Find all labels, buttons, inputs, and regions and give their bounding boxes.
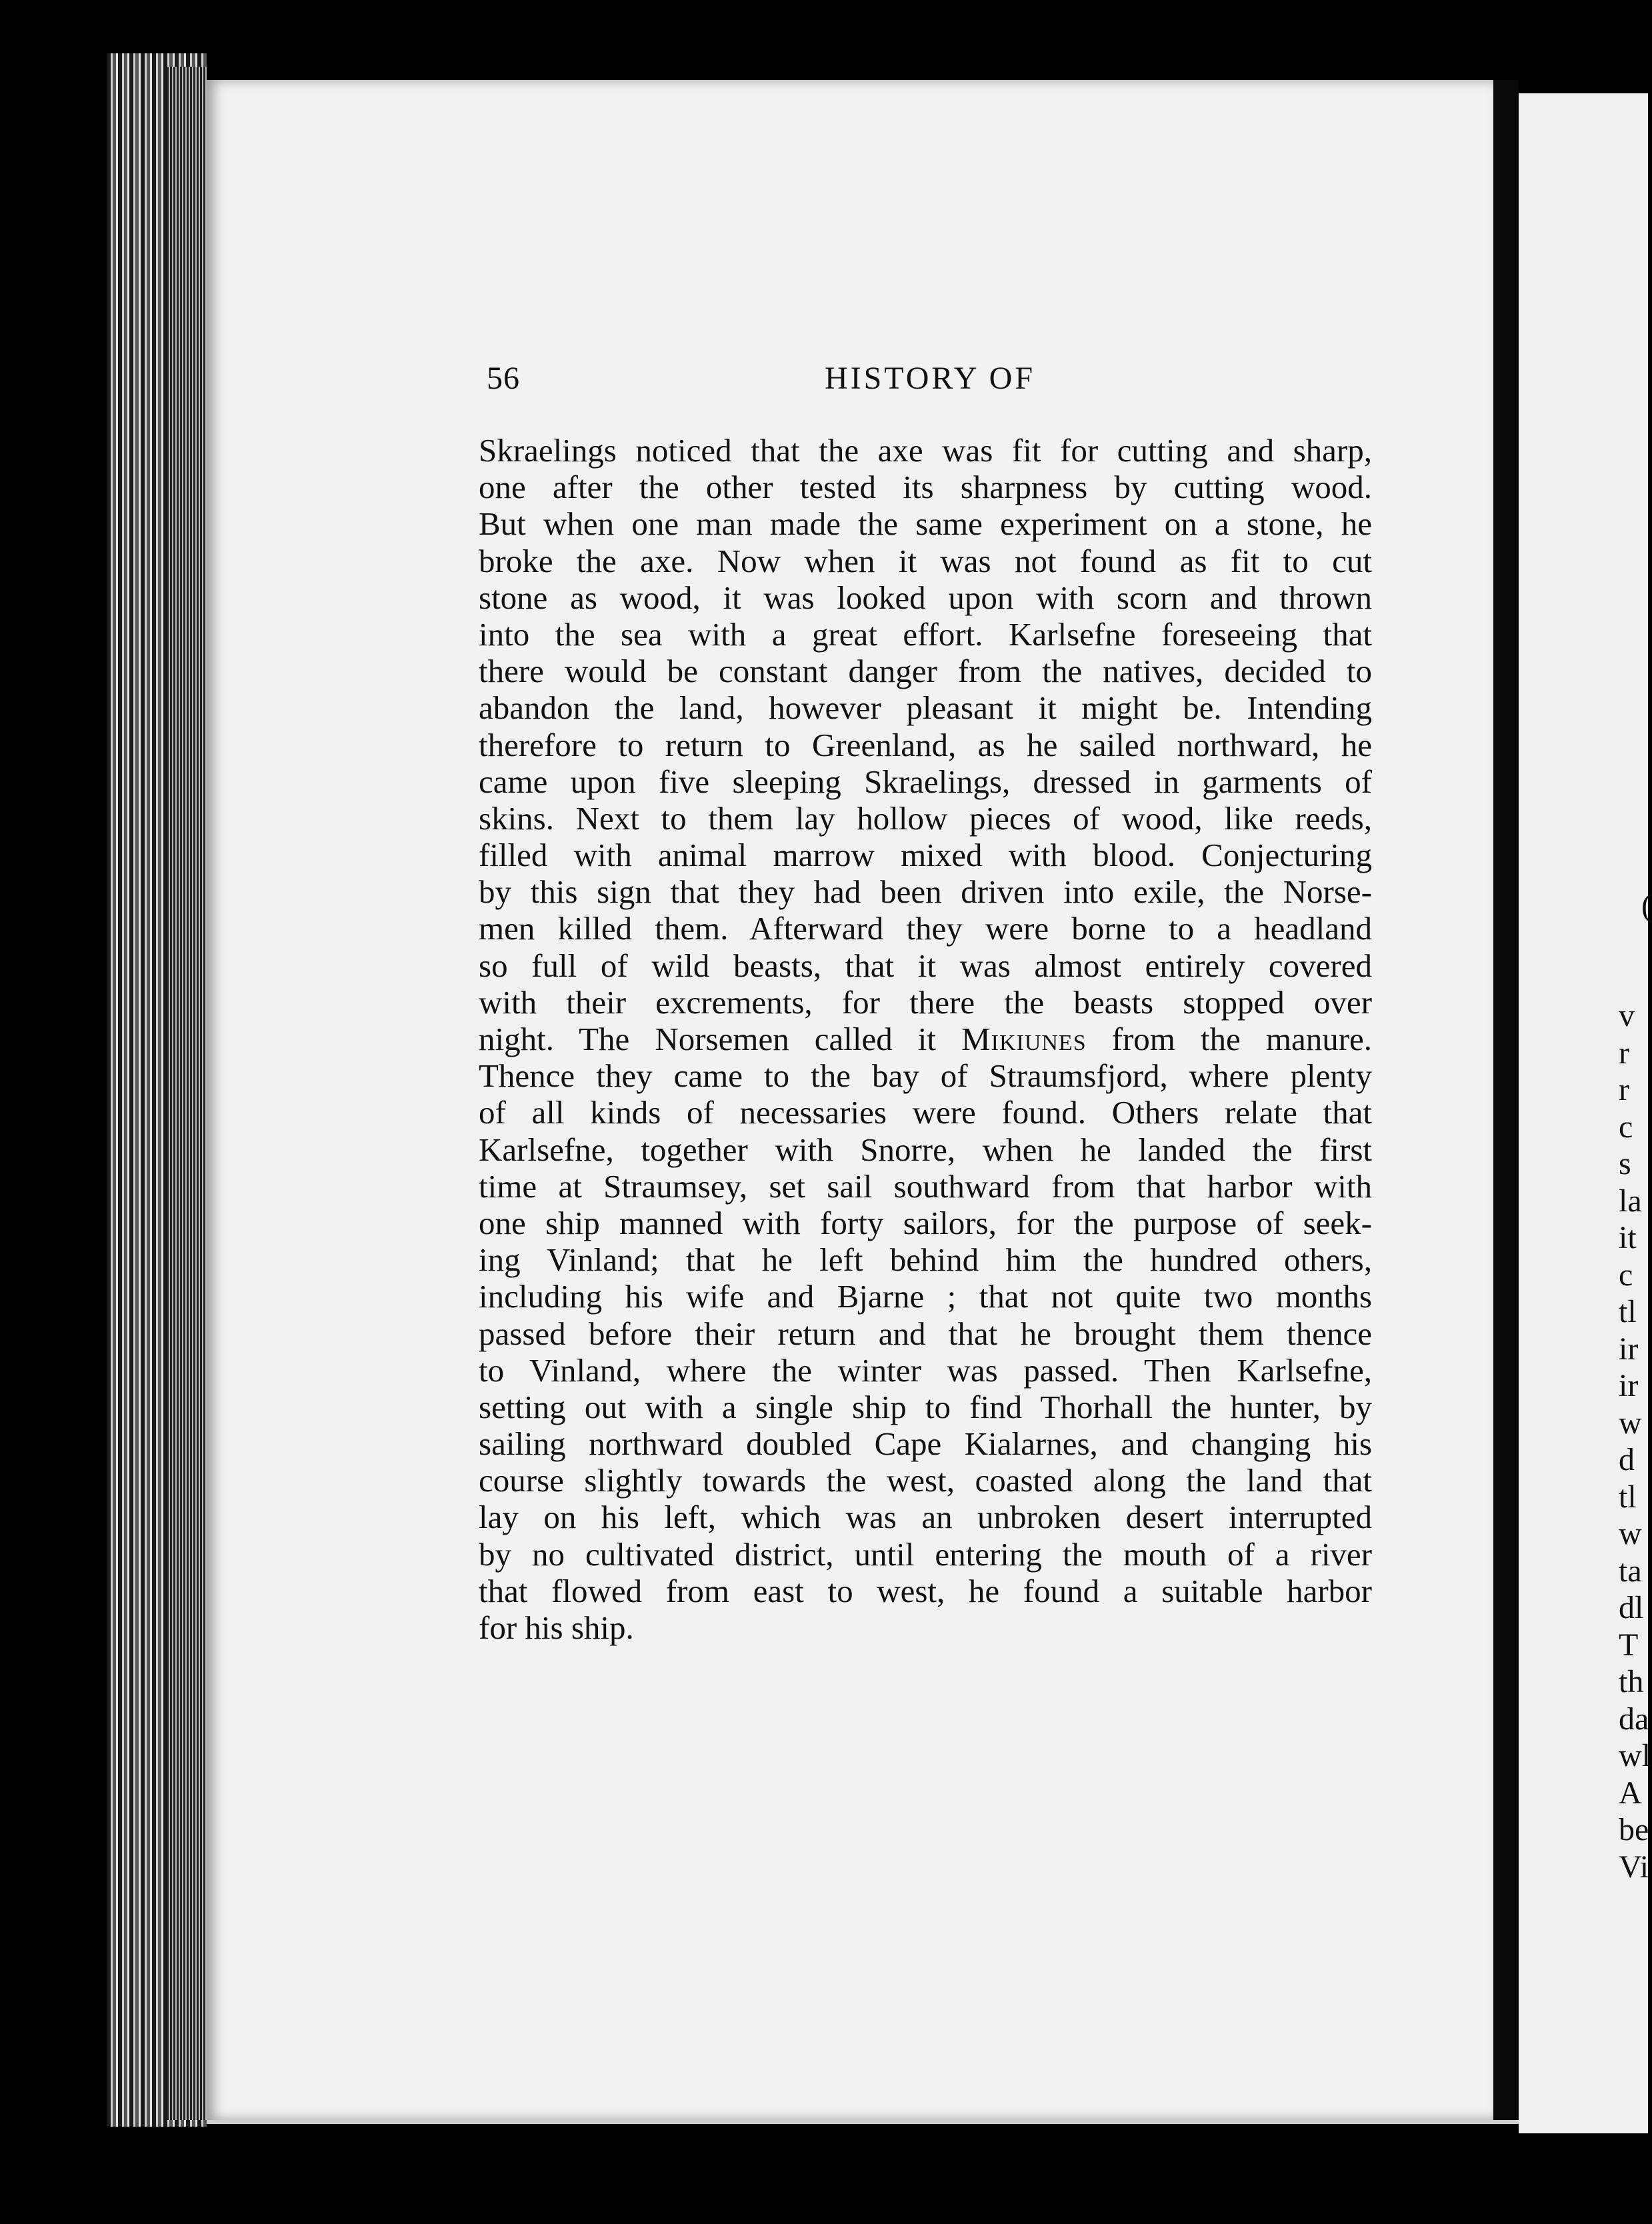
text-line: with their excrements, for there the beasts stopped over	[479, 983, 1372, 1021]
facing-page-fragment: r	[1619, 1035, 1629, 1071]
text-line: broke the axe. Now when it was not found as fit to cut	[479, 542, 1372, 579]
facing-page-fragment: d	[1619, 1442, 1635, 1477]
facing-page-fragment: dl	[1619, 1590, 1644, 1625]
text-line: abandon the land, however pleasant it might be. Intending	[479, 689, 1372, 727]
text-segment: from the manure.	[1086, 1021, 1373, 1057]
text-line: passed before their return and that he brought them thence	[479, 1315, 1372, 1352]
text-line: course slightly towards the west, coasted along the land that	[479, 1462, 1372, 1499]
text-segment: night. The Norsemen called it	[479, 1021, 962, 1057]
text-line: ing Vinland; that he left behind him the hundred others,	[479, 1241, 1372, 1279]
facing-page-fragment: be	[1619, 1812, 1649, 1847]
page-edges-inner	[167, 67, 207, 2120]
facing-page-fragment: w	[1619, 1405, 1642, 1441]
text-line: setting out with a single ship to find Thorhall the hunter, by	[479, 1388, 1372, 1425]
facing-page-fragment: w	[1619, 1516, 1642, 1551]
facing-page-fragment: da	[1619, 1701, 1649, 1737]
facing-page-fragment: A	[1619, 1775, 1642, 1811]
facing-page-fragment: c	[1619, 1109, 1633, 1145]
text-line: stone as wood, it was looked upon with scorn and thrown	[479, 579, 1372, 616]
text-line: there would be constant danger from the natives, decided to	[479, 653, 1372, 690]
facing-page-fragment: Vi	[1619, 1849, 1649, 1885]
text-line: lay on his left, which was an unbroken desert interrupted	[479, 1499, 1372, 1536]
facing-page-fragment: ir	[1619, 1368, 1639, 1403]
facing-page-fragment: tl	[1619, 1479, 1637, 1515]
text-line: men killed them. Afterward they were borne to a headland	[479, 910, 1372, 947]
text-line: sailing northward doubled Cape Kialarnes, and changing his	[479, 1425, 1372, 1463]
text-line-mikiunes	[479, 1021, 1372, 1057]
facing-page-fragment: T	[1619, 1627, 1639, 1663]
facing-page-fragment: wl	[1619, 1738, 1651, 1773]
text-line: But when one man made the same experiment on a stone, he	[479, 505, 1372, 543]
text-line: filled with animal marrow mixed with blood. Conjecturing	[479, 837, 1372, 874]
body-text	[479, 432, 1372, 1646]
text-line: time at Straumsey, set sail southward from that harbor with	[479, 1167, 1372, 1205]
facing-page-fragment: v	[1619, 998, 1635, 1033]
page-bottom-edge	[207, 2120, 1519, 2124]
text-line: by this sign that they had been driven into exile, the Norse-	[479, 873, 1372, 911]
facing-page-fragment: c	[1619, 1257, 1633, 1293]
facing-page-fragment: ta	[1619, 1553, 1642, 1589]
text-line: by no cultivated district, until entering the mouth of a river	[479, 1535, 1372, 1573]
facing-page-fragment: ir	[1619, 1331, 1639, 1367]
text-line: so full of wild beasts, that it was almost entirely covered	[479, 947, 1372, 984]
text-line: Thence they came to the bay of Straumsfjord, where plenty	[479, 1057, 1372, 1095]
text-line: skins. Next to them lay hollow pieces of wood, like reeds,	[479, 799, 1372, 837]
running-title: HISTORY OF	[824, 361, 1036, 396]
text-line: including his wife and Bjarne ; that not quite two months	[479, 1278, 1372, 1315]
facing-page-fragment: (	[1641, 888, 1652, 923]
facing-page-fragment: tl	[1619, 1294, 1637, 1329]
facing-page-fragment: r	[1619, 1072, 1629, 1107]
place-name-smallcaps: Mikiunes	[961, 1021, 1087, 1057]
page-gutter	[1493, 80, 1519, 2120]
text-line: for his ship.	[479, 1609, 634, 1646]
text-line: that flowed from east to west, he found a suitable harbor	[479, 1572, 1372, 1609]
text-line: Karlsefne, together with Snorre, when he landed the first	[479, 1131, 1372, 1168]
text-line: Skraelings noticed that the axe was fit for cutting and sharp,	[479, 432, 1372, 469]
facing-page-fragment: th	[1619, 1664, 1644, 1699]
page-number: 56	[487, 361, 520, 396]
text-line: came upon five sleeping Skraelings, dressed in garments of	[479, 763, 1372, 800]
text-line: of all kinds of necessaries were found. Others relate that	[479, 1094, 1372, 1131]
facing-page-fragment: it	[1619, 1220, 1637, 1255]
text-line: therefore to return to Greenland, as he sailed northward, he	[479, 726, 1372, 763]
running-head	[487, 360, 1373, 400]
facing-page-fragment: s	[1619, 1146, 1631, 1181]
facing-page-fragment: la	[1619, 1183, 1642, 1219]
text-line: to Vinland, where the winter was passed. Then Karlsefne,	[479, 1351, 1372, 1389]
text-line: one after the other tested its sharpness by cutting wood.	[479, 469, 1372, 506]
text-line: into the sea with a great effort. Karlsefne foreseeing that	[479, 615, 1372, 653]
text-line: one ship manned with forty sailors, for the purpose of seek-	[479, 1204, 1372, 1241]
